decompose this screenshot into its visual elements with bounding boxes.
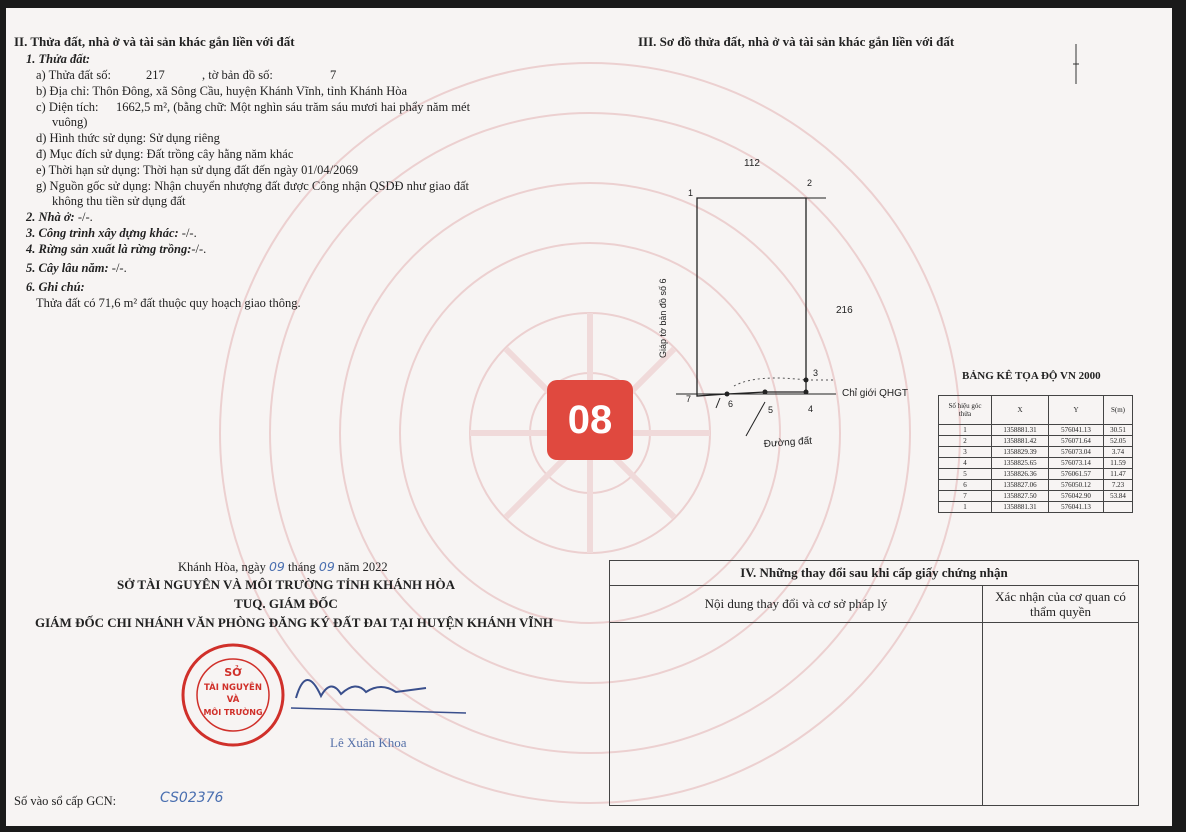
point-5-label: 5 — [768, 405, 774, 415]
coord-x: 1358829.39 — [992, 447, 1049, 458]
coord-header-point: Số hiệu góc thửa — [939, 396, 992, 425]
coord-row — [939, 458, 1133, 469]
coord-row — [939, 502, 1133, 513]
date-year: năm 2022 — [337, 560, 388, 574]
area-label: c) Diện tích: — [36, 100, 99, 114]
point-3-label: 3 — [813, 368, 819, 378]
coord-point: 1 — [939, 502, 992, 513]
coord-x: 1358881.31 — [992, 425, 1049, 436]
address: b) Địa chỉ: Thôn Đông, xã Sông Cầu, huyện Khánh Vĩnh, tỉnh Khánh Hòa — [36, 84, 408, 98]
coord-s: 3.74 — [1104, 447, 1133, 458]
coord-point: 6 — [939, 480, 992, 491]
coord-y: 576042.90 — [1049, 491, 1104, 502]
coord-x: 1358826.36 — [992, 469, 1049, 480]
note-text: Thửa đất có 71,6 m² đất thuộc quy hoạch giao thông. — [36, 296, 301, 310]
usage-origin-cont: không thu tiền sử dụng đất — [52, 194, 186, 208]
parcel-number-label: a) Thửa đất số: — [36, 68, 111, 82]
parcel-heading: 1. Thửa đất: — [26, 52, 91, 66]
date-month-label: tháng — [287, 560, 316, 574]
coord-y: 576071.64 — [1049, 436, 1104, 447]
coord-y: 576073.14 — [1049, 458, 1104, 469]
coord-header-y: Y — [1049, 396, 1104, 425]
coord-s: 52.05 — [1104, 436, 1133, 447]
date-prefix: Khánh Hòa, ngày — [178, 560, 266, 574]
coord-x: 1358881.42 — [992, 436, 1049, 447]
stamp-line-2: TÀI NGUYÊN — [204, 683, 262, 693]
parcel-number: 217 — [146, 68, 165, 82]
tuq-title: TUQ. GIÁM ĐỐC — [234, 596, 338, 611]
stamp-line-3: VÀ — [226, 695, 240, 705]
coord-y: 576050.12 — [1049, 480, 1104, 491]
point-1-label: 1 — [688, 188, 694, 198]
point-2-label: 2 — [807, 178, 813, 188]
coord-point: 7 — [939, 491, 992, 502]
area-value: 1662,5 m², (bằng chữ: Một nghìn sáu trăm sáu mươi hai phẩy năm mét — [116, 100, 471, 114]
coord-point: 4 — [939, 458, 992, 469]
usage-form: d) Hình thức sử dụng: Sử dụng riêng — [36, 131, 220, 145]
coord-s: 11.59 — [1104, 458, 1133, 469]
official-stamp — [178, 640, 288, 750]
coord-y: 576041.13 — [1049, 425, 1104, 436]
coord-x: 1358881.31 — [992, 502, 1049, 513]
other-works-value: -/-. — [181, 226, 197, 240]
coord-row — [939, 480, 1133, 491]
coord-s: 11.47 — [1104, 469, 1133, 480]
north-arrow-icon — [1070, 42, 1082, 86]
date-month: 09 — [318, 559, 335, 574]
coord-x: 1358827.50 — [992, 491, 1049, 502]
point-4-label: 4 — [808, 404, 814, 414]
changes-content-cell — [610, 623, 983, 805]
coord-point: 1 — [939, 425, 992, 436]
forest-value: -/-. — [191, 242, 207, 256]
changes-confirm-cell — [983, 623, 1138, 805]
coord-y: 576073.04 — [1049, 447, 1104, 458]
gcn-number: CS02376 — [160, 790, 224, 806]
handwritten-signature — [286, 658, 476, 718]
gcn-label: Số vào sổ cấp GCN: — [14, 794, 117, 808]
coord-s: 7.23 — [1104, 480, 1133, 491]
coord-s: 53.84 — [1104, 491, 1133, 502]
coord-x: 1358825.65 — [992, 458, 1049, 469]
agency-name: SỞ TÀI NGUYÊN VÀ MÔI TRƯỜNG TỈNH KHÁNH HÒA — [116, 577, 456, 592]
changes-title: IV. Những thay đổi sau khi cấp giấy chứng nhận — [610, 561, 1138, 586]
coord-y: 576061.57 — [1049, 469, 1104, 480]
coordinate-table — [938, 395, 1133, 513]
coord-header-s: S(m) — [1104, 396, 1133, 425]
usage-purpose: đ) Mục đích sử dụng: Đất trồng cây hằng năm khác — [36, 147, 294, 161]
perennial-value: -/-. — [111, 261, 127, 275]
point-3-marker — [804, 378, 809, 383]
stamp-line-4: MÔI TRƯỜNG — [203, 708, 263, 717]
issue-date — [178, 559, 388, 575]
point-4-marker — [804, 390, 809, 395]
coord-s: 30.51 — [1104, 425, 1133, 436]
coord-row — [939, 425, 1133, 436]
side-boundary-label: Giáp tờ bản đồ số 6 — [658, 278, 668, 358]
point-7-label: 7 — [686, 394, 692, 404]
coord-x: 1358827.06 — [992, 480, 1049, 491]
coord-header-x: X — [992, 396, 1049, 425]
usage-term: e) Thời hạn sử dụng: Thời hạn sử dụng đất đến ngày 01/04/2069 — [36, 163, 359, 177]
qhgt-label: Chỉ giới QHGT — [842, 388, 909, 399]
stamp-line-1: SỞ — [224, 666, 242, 679]
point-6-label: 6 — [728, 399, 734, 409]
perennial-heading: 5. Cây lâu năm: — [26, 261, 109, 275]
coord-point: 2 — [939, 436, 992, 447]
road-label: Đường đất — [763, 435, 813, 450]
coord-row — [939, 447, 1133, 458]
changes-col-confirm: Xác nhận của cơ quan có thẩm quyền — [995, 589, 1126, 619]
certificate-page — [6, 8, 1172, 826]
usage-origin: g) Nguồn gốc sử dụng: Nhận chuyển nhượng đất được Công nhận QSDĐ như giao đất — [36, 179, 469, 193]
house-value: -/-. — [77, 210, 93, 224]
coord-row — [939, 491, 1133, 502]
coord-s — [1104, 502, 1133, 513]
signer-name: Lê Xuân Khoa — [330, 735, 407, 750]
parcel-sketch — [636, 158, 956, 458]
neighbor-112-label: 112 — [744, 158, 760, 169]
section-iii-title: III. Sơ đồ thửa đất, nhà ở và tài sản khác gắn liền với đất — [638, 34, 955, 49]
page-number-badge: 08 — [547, 380, 633, 460]
changes-col-content: Nội dung thay đổi và cơ sở pháp lý — [610, 586, 983, 622]
neighbor-216-label: 216 — [836, 305, 853, 316]
date-day: 09 — [268, 559, 285, 574]
section-ii-title: II. Thửa đất, nhà ở và tài sản khác gắn liền với đất — [14, 34, 295, 49]
coord-point: 5 — [939, 469, 992, 480]
coord-y: 576041.13 — [1049, 502, 1104, 513]
map-sheet-label: , tờ bản đồ số: — [202, 68, 273, 82]
house-heading: 2. Nhà ở: — [26, 210, 75, 224]
coord-row — [939, 436, 1133, 447]
coord-table-title: BẢNG KÊ TỌA ĐỘ VN 2000 — [962, 370, 1101, 382]
point-6-marker — [725, 392, 730, 397]
area-value-cont: vuông) — [52, 115, 88, 129]
changes-table — [609, 560, 1139, 806]
point-5-marker — [763, 390, 768, 395]
coord-row — [939, 469, 1133, 480]
note-heading: 6. Ghi chú: — [26, 280, 85, 294]
other-works-heading: 3. Công trình xây dựng khác: — [26, 226, 179, 240]
coord-point: 3 — [939, 447, 992, 458]
forest-heading: 4. Rừng sản xuất là rừng trồng: — [26, 242, 192, 256]
map-sheet-number: 7 — [330, 68, 337, 82]
director-title: GIÁM ĐỐC CHI NHÁNH VĂN PHÒNG ĐĂNG KÝ ĐẤT ĐAI TẠI HUYỆN KHÁNH VĨNH — [35, 615, 553, 630]
